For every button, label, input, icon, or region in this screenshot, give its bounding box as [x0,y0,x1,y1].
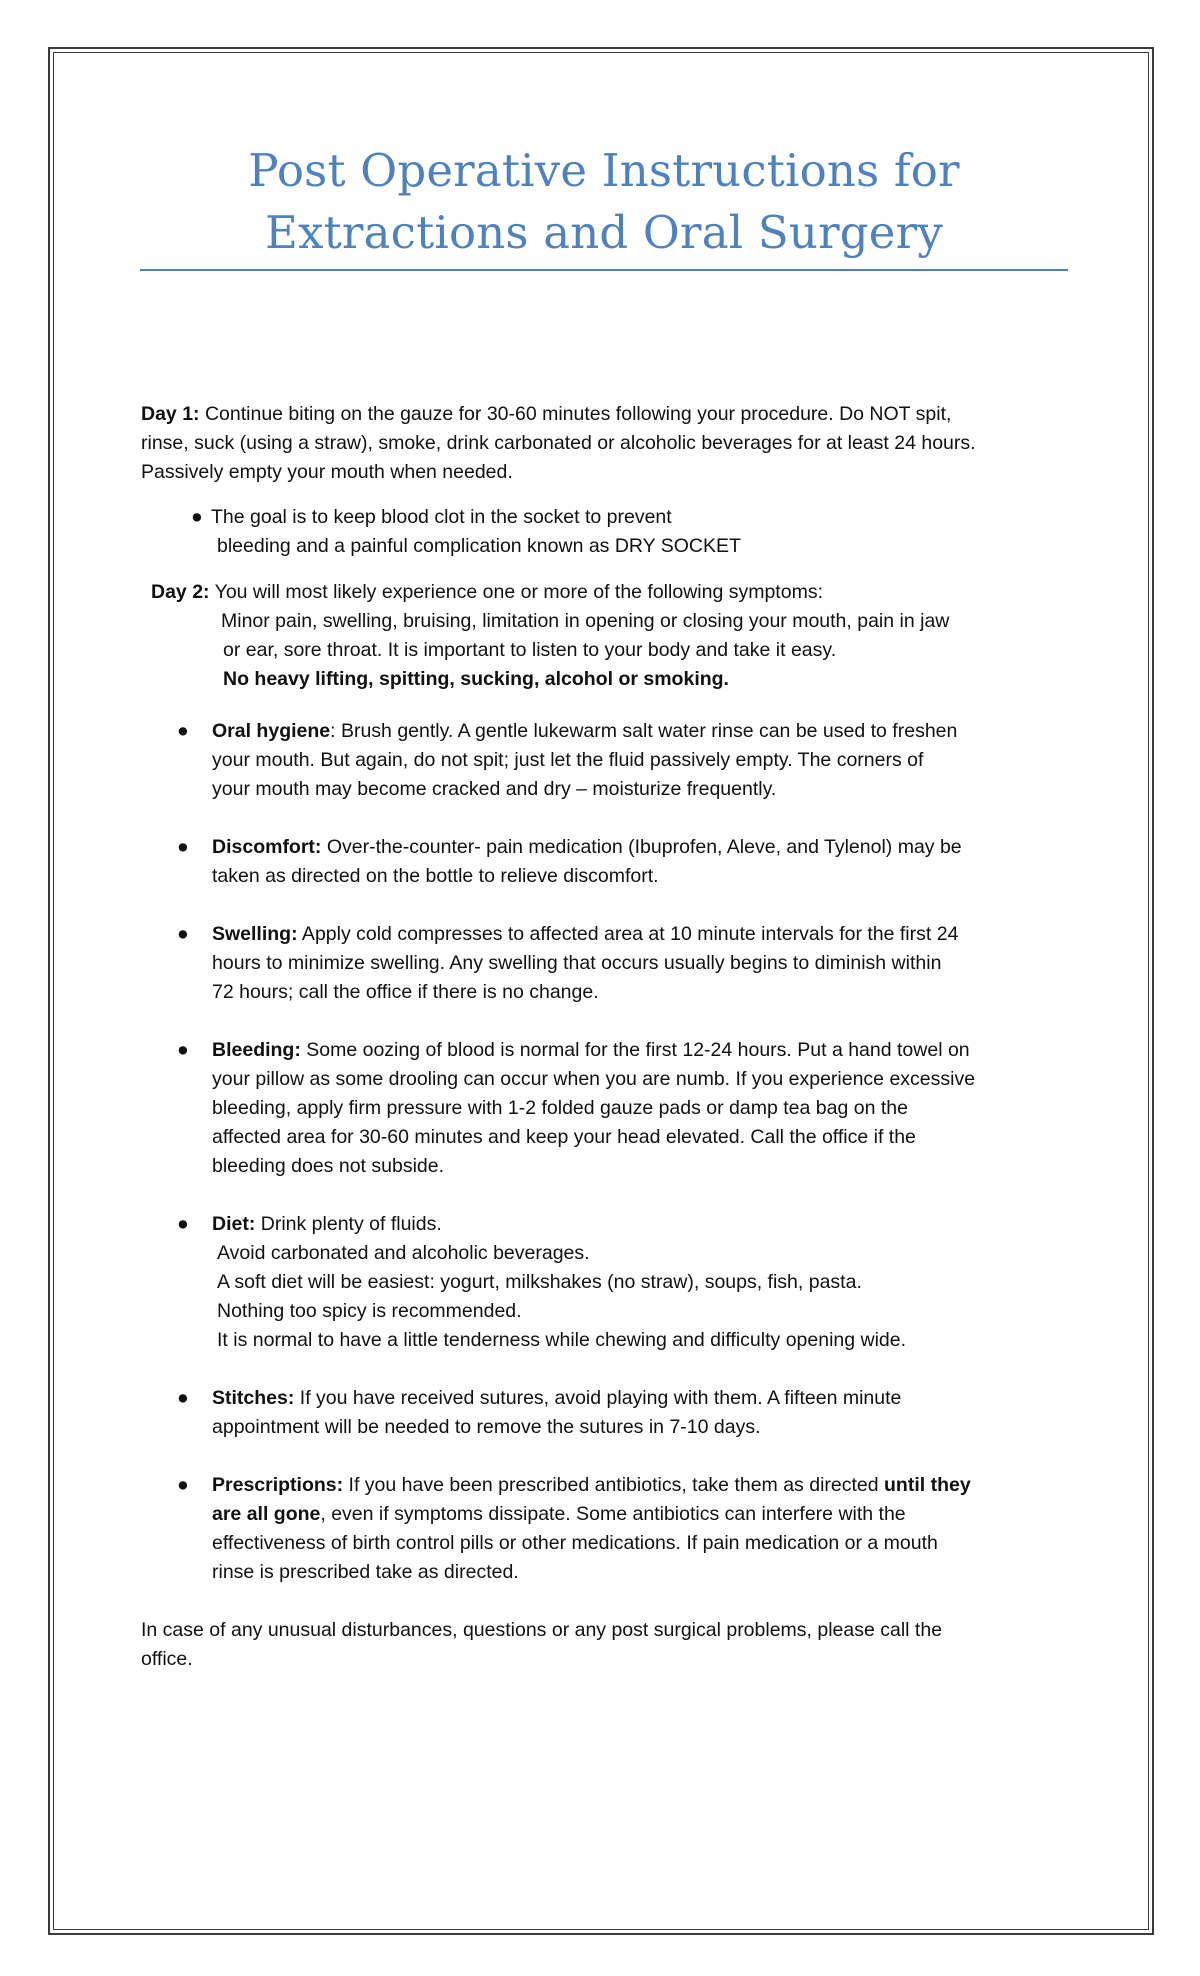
prescriptions-line-1: If you have been prescribed antibiotics, take them as directed [343,1474,885,1496]
closing-line-2: office. [141,1648,193,1670]
bleeding-line-4: affected area for 30-60 minutes and keep your head elevated. Call the office if the [212,1126,916,1148]
day1-text-line-3: Passively empty your mouth when needed. [141,461,513,483]
discomfort-label: Discomfort: [212,836,322,858]
diet-line-4: Nothing too spicy is recommended. [217,1300,522,1322]
title-underline [140,269,1068,271]
day2-symptoms-line-2: or ear, sore throat. It is important to listen to your body and take it easy. [223,639,837,661]
stitches-line-1: If you have received sutures, avoid playing with them. A fifteen minute [294,1387,902,1409]
swelling-line-2: hours to minimize swelling. Any swelling that occurs usually begins to diminish within [212,952,942,974]
bullet-icon: ● [177,836,189,858]
list-item-swelling [141,920,1071,1007]
prescriptions-emphasis-2: are all gone [212,1503,321,1525]
list-item-oral-hygiene [141,717,1071,804]
prescriptions-line-4: rinse is prescribed take as directed. [212,1561,519,1583]
title-line-2: Extractions and Oral Surgery [265,206,943,259]
day1-text-line-1: Continue biting on the gauze for 30-60 minutes following your procedure. Do NOT spit, [199,403,952,425]
bleeding-line-2: your pillow as some drooling can occur when you are numb. If you experience excessive [212,1068,976,1090]
discomfort-line-2: taken as directed on the bottle to relieve discomfort. [212,865,659,887]
oral-hygiene-line-2: your mouth. But again, do not spit; just let the fluid passively empty. The corners of [212,749,924,771]
list-item-diet [141,1210,1071,1355]
bullet-icon: ● [177,1039,189,1061]
diet-line-2: Avoid carbonated and alcoholic beverages. [217,1242,590,1264]
bullet-icon: ● [177,720,189,742]
stitches-line-2: appointment will be needed to remove the sutures in 7-10 days. [212,1416,761,1438]
oral-hygiene-line-3: your mouth may become cracked and dry – moisturize frequently. [212,778,777,800]
stitches-label: Stitches: [212,1387,295,1409]
day2-symptoms-line-1: Minor pain, swelling, bruising, limitation in opening or closing your mouth, pain in jaw [221,610,950,632]
discomfort-line-1: Over-the-counter- pain medication (Ibuprofen, Aleve, and Tylenol) may be [321,836,962,858]
oral-hygiene-line-1: : Brush gently. A gentle lukewarm salt water rinse can be used to freshen [330,720,958,742]
day1-bullet [141,503,1071,561]
diet-line-5: It is normal to have a little tenderness while chewing and difficulty opening wide. [217,1329,907,1351]
day2-label: Day 2: [151,581,210,603]
day2-warning: No heavy lifting, spitting, sucking, alcohol or smoking. [223,668,729,690]
diet-line-3: A soft diet will be easiest: yogurt, milkshakes (no straw), soups, fish, pasta. [217,1271,862,1293]
day1-bullet-line-1: The goal is to keep blood clot in the socket to prevent [211,506,672,528]
bleeding-line-5: bleeding does not subside. [212,1155,445,1177]
swelling-label: Swelling: [212,923,298,945]
prescriptions-line-2: , even if symptoms dissipate. Some antibiotics can interfere with the [320,1503,906,1525]
closing-line-1: In case of any unusual disturbances, questions or any post surgical problems, please call the [141,1619,943,1641]
bullet-icon: ● [191,506,203,528]
list-item-bleeding [141,1036,1071,1181]
closing-paragraph [141,1616,1071,1674]
list-item-prescriptions [141,1471,1071,1587]
swelling-line-1: Apply cold compresses to affected area at 10 minute intervals for the first 24 [297,923,959,945]
instruction-list [141,717,1071,1587]
day1-paragraph [141,400,1071,487]
diet-label: Diet: [212,1213,256,1235]
day1-label: Day 1: [141,403,200,425]
document-title [140,140,1068,264]
swelling-line-3: 72 hours; call the office if there is no change. [212,981,599,1003]
document-body [141,400,1071,1674]
title-line-1: Post Operative Instructions for [248,144,960,197]
prescriptions-line-3: effectiveness of birth control pills or other medications. If pain medication or a mouth [212,1532,938,1554]
day2-paragraph [141,578,1071,694]
bullet-icon: ● [177,1213,189,1235]
bleeding-label: Bleeding: [212,1039,301,1061]
list-item-discomfort [141,833,1071,891]
prescriptions-label: Prescriptions: [212,1474,344,1496]
bleeding-line-3: bleeding, apply firm pressure with 1-2 folded gauze pads or damp tea bag on the [212,1097,908,1119]
bullet-icon: ● [177,1387,189,1409]
oral-hygiene-label: Oral hygiene [212,720,331,742]
day1-bullet-line-2: bleeding and a painful complication known as DRY SOCKET [217,535,741,557]
day2-intro: You will most likely experience one or more of the following symptoms: [209,581,823,603]
bullet-icon: ● [177,923,189,945]
bullet-icon: ● [177,1474,189,1496]
prescriptions-emphasis-1: until they [884,1474,971,1496]
bleeding-line-1: Some oozing of blood is normal for the first 12-24 hours. Put a hand towel on [300,1039,970,1061]
list-item-stitches [141,1384,1071,1442]
day1-text-line-2: rinse, suck (using a straw), smoke, drink carbonated or alcoholic beverages for at least 24 hours. [141,432,976,454]
diet-line-1: Drink plenty of fluids. [255,1213,442,1235]
